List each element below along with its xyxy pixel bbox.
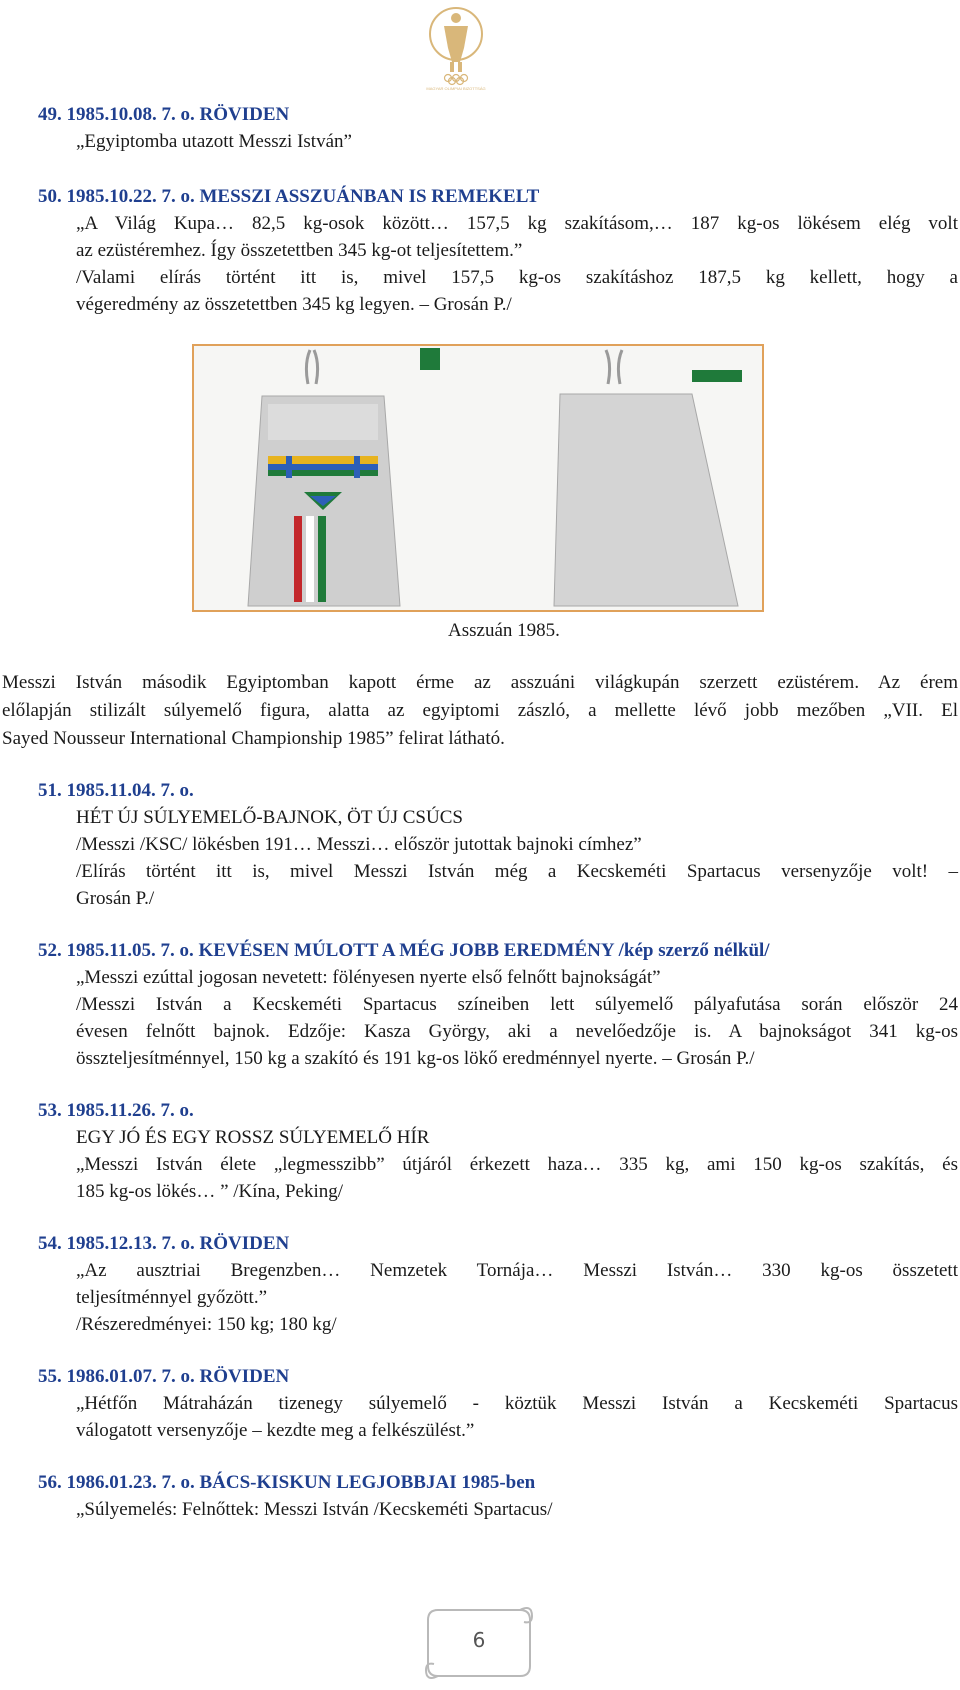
entry-52-line: évesen felnőtt bajnok. Edzője: Kasza György, aki a nevelőedzője is. A bajnokságot 341 kg-os	[76, 1021, 958, 1042]
entry-51-line: HÉT ÚJ SÚLYEMELŐ-BAJNOK, ÖT ÚJ CSÚCS	[76, 807, 463, 828]
entry-50-line: az ezüstéremhez. Így összetettben 345 kg-ot teljesítettem.”	[76, 240, 523, 261]
entry-54-line: teljesítménnyel győzött.”	[76, 1287, 268, 1308]
figure-caption: Asszuán 1985.	[448, 620, 560, 641]
entry-53-heading: 53. 1985.11.26. 7. o.	[38, 1100, 194, 1121]
entry-51-line: /Messzi /KSC/ lökésben 191… Messzi… először jutottak bajnoki címhez”	[76, 834, 642, 855]
entry-55-heading: 55. 1986.01.07. 7. o. RÖVIDEN	[38, 1366, 290, 1387]
entry-53-line: „Messzi István élete „legmesszibb” útjáról érkezett haza… 335 kg, ami 150 kg-os szakítás, és	[76, 1154, 958, 1175]
entry-52-line: „Messzi ezúttal jogosan nevetett: fölényesen nyerte első felnőtt bajnokságát”	[76, 967, 661, 988]
entry-51-heading: 51. 1985.11.04. 7. o.	[38, 780, 194, 801]
entry-54-line: „Az ausztriai Bregenzben… Nemzetek Tornája… Messzi István… 330 kg-os összetett	[76, 1260, 958, 1281]
entry-49-line: „Egyiptomba utazott Messzi István”	[76, 131, 352, 152]
entry-53-line: 185 kg-os lökés… ” /Kína, Peking/	[76, 1181, 344, 1202]
entry-52-line: /Messzi István a Kecskeméti Spartacus színeiben lett súlyemelő pályafutása során először 24	[76, 994, 958, 1015]
entry-55-line: „Hétfőn Mátraházán tizenegy súlyemelő - köztük Messzi István a Kecskeméti Spartacus	[76, 1393, 958, 1414]
entry-52-line: összteljesítménnyel, 150 kg a szakító és 191 kg-os lökő eredménnyel nyerte. – Grosán P./	[76, 1048, 755, 1069]
entry-50-line: végeredmény az összetettben 345 kg legyen. – Grosán P./	[76, 294, 512, 315]
entry-56-heading: 56. 1986.01.23. 7. o. BÁCS-KISKUN LEGJOBBJAI 1985-ben	[38, 1472, 536, 1493]
page-number-badge	[420, 1600, 538, 1686]
medal-photo	[192, 344, 764, 612]
entry-50-line: „A Világ Kupa… 82,5 kg-osok között… 157,5 kg szakításom,… 187 kg-os lökésem elég volt	[76, 213, 958, 234]
entry-51-line: /Elírás történt itt is, mivel Messzi István még a Kecskeméti Spartacus versenyzője volt! –	[76, 861, 958, 882]
description-line: Messzi István második Egyiptomban kapott érme az asszuáni világkupán szerzett ezüstérem. Az érem	[2, 672, 958, 693]
entry-52-heading: 52. 1985.11.05. 7. o. KEVÉSEN MÚLOTT A MÉG JOBB EREDMÉNY /kép szerző nélkül/	[38, 940, 770, 961]
entry-50-line: /Valami elírás történt itt is, mivel 157,5 kg-os szakításhoz 187,5 kg kellett, hogy a	[76, 267, 958, 288]
entry-55-line: válogatott versenyzője – kezdte meg a felkészülést.”	[76, 1420, 475, 1441]
olympic-committee-logo	[416, 4, 496, 96]
entry-56-line: „Súlyemelés: Felnőttek: Messzi István /Kecskeméti Spartacus/	[76, 1499, 553, 1520]
description-line: előlapján stilizált súlyemelő figura, alatta az egyiptomi zászló, a mellette lévő jobb mezőben „VII. El	[2, 700, 958, 721]
entry-50-heading: 50. 1985.10.22. 7. o. MESSZI ASSZUÁNBAN IS REMEKELT	[38, 186, 540, 207]
entry-54-heading: 54. 1985.12.13. 7. o. RÖVIDEN	[38, 1233, 290, 1254]
entry-53-line: EGY JÓ ÉS EGY ROSSZ SÚLYEMELŐ HÍR	[76, 1127, 430, 1148]
entry-49-heading: 49. 1985.10.08. 7. o. RÖVIDEN	[38, 104, 290, 125]
entry-51-line: Grosán P./	[76, 888, 155, 909]
logo-caption: MAGYAR OLIMPIAI BIZOTTSÁG	[426, 86, 486, 91]
entry-54-line: /Részeredményei: 150 kg; 180 kg/	[76, 1314, 337, 1335]
description-line: Sayed Nousseur International Championship 1985” felirat látható.	[2, 728, 505, 749]
page-number: 6	[472, 1628, 486, 1652]
